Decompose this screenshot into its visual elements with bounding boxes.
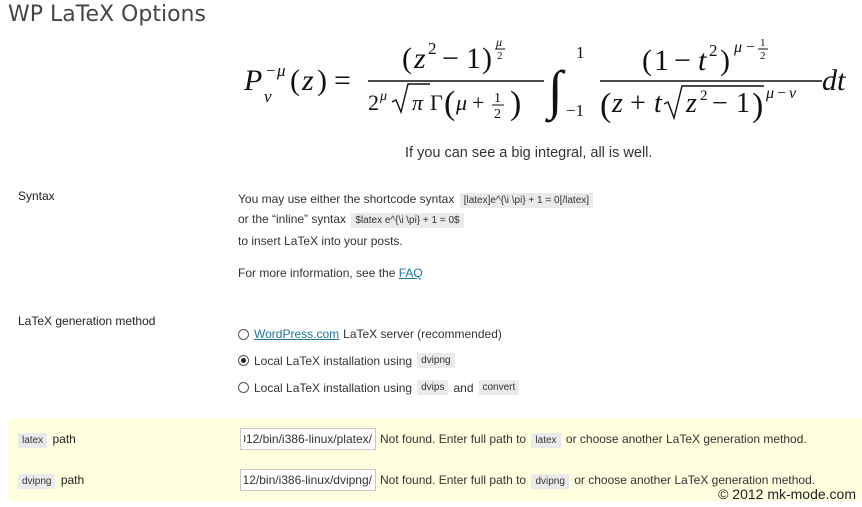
svg-text:): ) xyxy=(720,44,730,77)
svg-text:ν: ν xyxy=(264,87,272,106)
svg-text:−: − xyxy=(674,44,691,77)
svg-text:P: P xyxy=(244,64,263,97)
method-option-wpcom-text: LaTeX server (recommended) xyxy=(343,327,502,341)
dvipng-path-label xyxy=(18,473,84,489)
svg-text:2: 2 xyxy=(428,39,437,58)
dvipng-path-msg-pre: Not found. Enter full path to xyxy=(380,473,527,487)
dvipng-path-msg-post: or choose another LaTeX generation method. xyxy=(574,473,816,487)
svg-text:(: ( xyxy=(290,64,300,97)
latex-code: latex xyxy=(18,433,47,448)
syntax-label: Syntax xyxy=(18,189,55,203)
inline-example-code: $latex e^{\i \pi} + 1 = 0$ xyxy=(351,213,463,228)
svg-text:z: z xyxy=(612,88,623,119)
svg-text:t: t xyxy=(698,44,707,77)
dvipng-path-label-text: path xyxy=(60,473,85,487)
and-text: and xyxy=(453,380,474,395)
svg-text:1: 1 xyxy=(576,43,585,62)
svg-text:−: − xyxy=(266,61,276,80)
method-option-dvips[interactable] xyxy=(238,380,521,395)
method-option-dvipng[interactable] xyxy=(238,353,457,368)
more-info-line xyxy=(238,266,423,280)
svg-text:2: 2 xyxy=(497,50,503,62)
svg-text:μ: μ xyxy=(496,38,503,49)
svg-text:(: ( xyxy=(402,42,412,75)
svg-text:−: − xyxy=(777,85,787,102)
method-radio-dvipng[interactable] xyxy=(238,355,249,366)
syntax-inline-text: or the “inline” syntax xyxy=(238,212,347,226)
svg-text:): ) xyxy=(317,64,327,97)
svg-text:μ: μ xyxy=(456,90,468,115)
svg-text:1: 1 xyxy=(654,44,669,77)
convert-code: convert xyxy=(479,380,520,395)
svg-text:=: = xyxy=(334,64,351,97)
svg-text:2: 2 xyxy=(494,107,501,122)
svg-text:ν: ν xyxy=(789,85,797,102)
page-title: WP LaTeX Options xyxy=(8,2,206,27)
dvipng-code: dvipng xyxy=(417,353,454,368)
svg-text:1: 1 xyxy=(466,42,481,75)
dvipng-path-msg-code: dvipng xyxy=(531,474,568,489)
svg-text:2: 2 xyxy=(760,50,766,62)
latex-path-label-text: path xyxy=(52,432,76,446)
svg-text:−: − xyxy=(442,42,459,75)
syntax-line-shortcode xyxy=(238,192,595,208)
latex-path-msg-code: latex xyxy=(531,433,560,448)
method-radio-dvips[interactable] xyxy=(238,382,249,393)
svg-text:μ: μ xyxy=(277,61,286,80)
svg-text:1: 1 xyxy=(760,38,766,49)
svg-text:μ: μ xyxy=(766,85,775,102)
method-option-wpcom[interactable] xyxy=(238,327,502,341)
latex-path-label xyxy=(18,432,76,448)
svg-text:(: ( xyxy=(444,85,456,122)
svg-text:2: 2 xyxy=(368,90,379,115)
svg-text:t: t xyxy=(654,88,662,119)
latex-path-row xyxy=(8,420,862,460)
svg-text:(: ( xyxy=(642,44,652,77)
svg-text:(: ( xyxy=(600,87,612,124)
svg-text:2: 2 xyxy=(709,41,718,60)
generation-method-label: LaTeX generation method xyxy=(18,314,156,328)
svg-text:μ: μ xyxy=(734,39,743,56)
svg-text:−: − xyxy=(712,88,728,119)
svg-text:+: + xyxy=(630,88,646,119)
svg-text:): ) xyxy=(752,87,764,124)
svg-text:∫: ∫ xyxy=(548,60,563,120)
svg-text:z: z xyxy=(686,88,697,119)
copyright-watermark: © 2012 mk-mode.com xyxy=(718,486,856,502)
svg-text:z: z xyxy=(302,64,314,97)
latex-test-formula-image xyxy=(244,38,850,130)
faq-link[interactable]: FAQ xyxy=(398,266,423,280)
more-info-text: For more information, see the xyxy=(238,266,396,280)
svg-text:2: 2 xyxy=(700,88,708,104)
latex-path-msg-post: or choose another LaTeX generation method. xyxy=(565,432,807,446)
method-option-dvips-text: Local LaTeX installation using xyxy=(254,380,413,395)
svg-text:−: − xyxy=(746,39,756,56)
wordpress-com-link[interactable]: WordPress.com xyxy=(254,327,340,341)
svg-text:+: + xyxy=(472,90,485,115)
shortcode-example-code: [latex]e^{\i \pi} + 1 = 0[/latex] xyxy=(460,193,593,208)
dvipng-path-input[interactable] xyxy=(240,469,376,491)
svg-text:1: 1 xyxy=(494,91,501,106)
syntax-line-insert: to insert LaTeX into your posts. xyxy=(238,234,403,248)
svg-text:): ) xyxy=(482,42,492,75)
syntax-shortcode-text: You may use either the shortcode syntax xyxy=(238,192,455,206)
svg-text:Γ: Γ xyxy=(430,90,443,115)
svg-text:): ) xyxy=(510,85,522,122)
latex-path-msg-pre: Not found. Enter full path to xyxy=(380,432,527,446)
svg-text:π: π xyxy=(412,90,424,115)
svg-text:1: 1 xyxy=(736,88,750,119)
latex-path-input[interactable] xyxy=(240,428,376,450)
svg-text:−1: −1 xyxy=(566,101,585,120)
method-option-dvipng-text: Local LaTeX installation using xyxy=(254,353,413,368)
svg-text:μ: μ xyxy=(380,89,388,104)
method-radio-wpcom[interactable] xyxy=(238,329,249,340)
svg-text:dt: dt xyxy=(822,64,846,97)
integral-check-note: If you can see a big integral, all is well. xyxy=(405,145,653,161)
dvips-code: dvips xyxy=(417,380,448,395)
svg-text:z: z xyxy=(414,42,426,75)
dvipng-label-code: dvipng xyxy=(18,474,55,489)
syntax-line-inline xyxy=(238,212,466,228)
latex-path-message xyxy=(380,432,807,448)
